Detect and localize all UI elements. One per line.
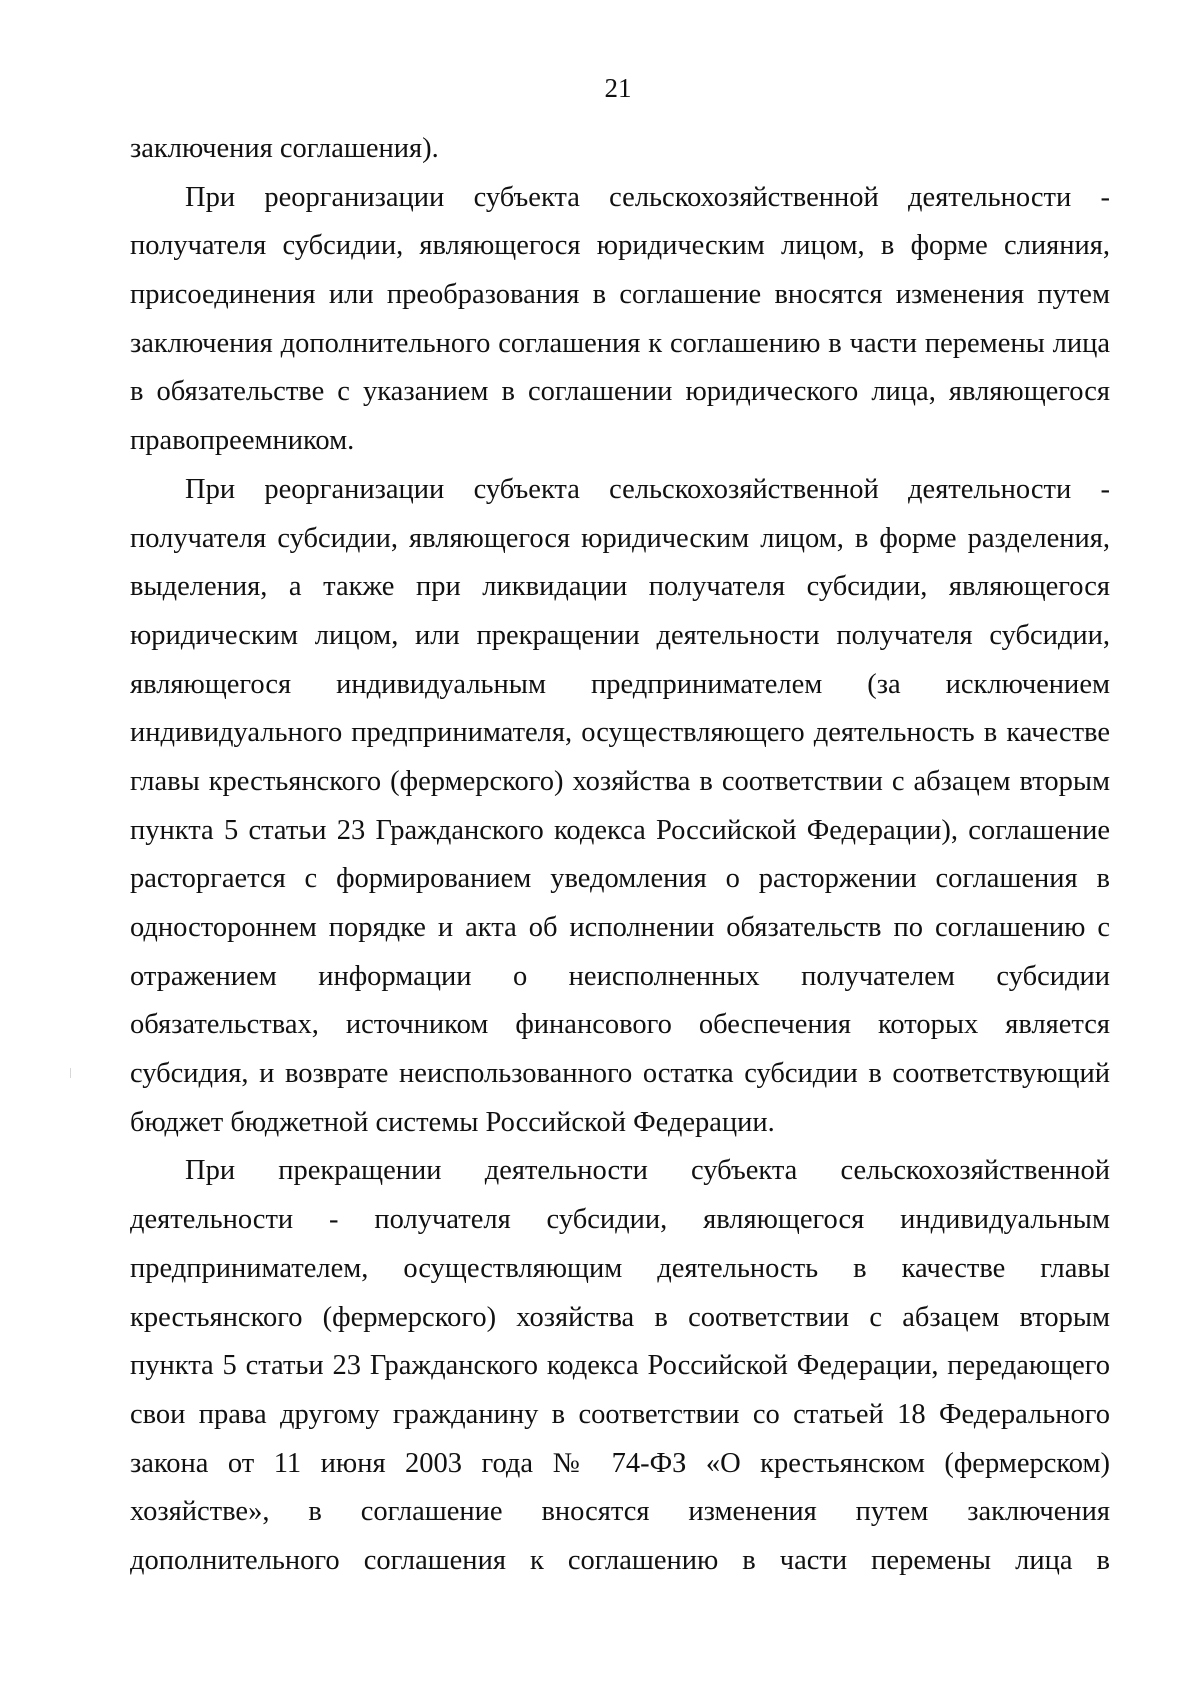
text-line: выделения, а также при ликвидации получателя субсидии, являющегося: [130, 571, 1110, 603]
text-line: дополнительного соглашения к соглашению в части перемены лица в: [130, 1544, 1110, 1576]
text-line: индивидуального предпринимателя, осуществляющего деятельность в качестве: [130, 717, 1110, 749]
text-line: расторгается с формированием уведомления о расторжении соглашения в: [130, 863, 1110, 895]
text-line: являющегося индивидуальным предпринимателем (за исключением: [130, 668, 1110, 700]
text-line: предпринимателем, осуществляющим деятельность в качестве главы: [130, 1252, 1110, 1284]
text-line: При реорганизации субъекта сельскохозяйственной деятельности -: [185, 181, 1110, 213]
text-line: деятельности - получателя субсидии, являющегося индивидуальным: [130, 1204, 1110, 1236]
text-line: свои права другому гражданину в соответствии со статьей 18 Федерального: [130, 1398, 1110, 1430]
document-body: [130, 125, 1110, 1586]
text-line: главы крестьянского (фермерского) хозяйства в соответствии с абзацем вторым: [130, 765, 1110, 797]
text-line: При реорганизации субъекта сельскохозяйственной деятельности -: [185, 473, 1110, 505]
text-line: При прекращении деятельности субъекта сельскохозяйственной: [185, 1155, 1110, 1187]
text-line: обязательствах, источником финансового обеспечения которых является: [130, 1009, 1110, 1041]
text-line: крестьянского (фермерского) хозяйства в соответствии с абзацем вторым: [130, 1301, 1110, 1333]
text-line: хозяйстве», в соглашение вносятся изменения путем заключения: [130, 1496, 1110, 1528]
text-line: заключения дополнительного соглашения к соглашению в части перемены лица: [130, 327, 1110, 359]
text-line: пункта 5 статьи 23 Гражданского кодекса Российской Федерации, передающего: [130, 1350, 1110, 1382]
text-line: получателя субсидии, являющегося юридическим лицом, в форме слияния,: [130, 230, 1110, 262]
text-line: отражением информации о неисполненных получателем субсидии: [130, 960, 1110, 992]
text-line: присоединения или преобразования в соглашение вносятся изменения путем: [130, 279, 1110, 311]
page-number: 21: [604, 73, 632, 103]
text-line: юридическим лицом, или прекращении деятельности получателя субсидии,: [130, 619, 1110, 651]
text-line: заключения соглашения).: [130, 133, 439, 164]
text-line: субсидия, и возврате неиспользованного остатка субсидии в соответствующий: [130, 1058, 1110, 1090]
text-line: получателя субсидии, являющегося юридическим лицом, в форме разделения,: [130, 522, 1110, 554]
text-line: правопреемником.: [130, 425, 355, 457]
text-line: закона от 11 июня 2003 года № 74-ФЗ «О крестьянском (фермерском): [130, 1447, 1110, 1479]
text-line: в обязательстве с указанием в соглашении юридического лица, являющегося: [130, 376, 1110, 408]
text-line: бюджет бюджетной системы Российской Федерации.: [130, 1106, 775, 1138]
scan-artifact: [70, 1068, 71, 1078]
text-line: пункта 5 статьи 23 Гражданского кодекса Российской Федерации), соглашение: [130, 814, 1110, 846]
text-line: одностороннем порядке и акта об исполнении обязательств по соглашению с: [130, 912, 1110, 943]
